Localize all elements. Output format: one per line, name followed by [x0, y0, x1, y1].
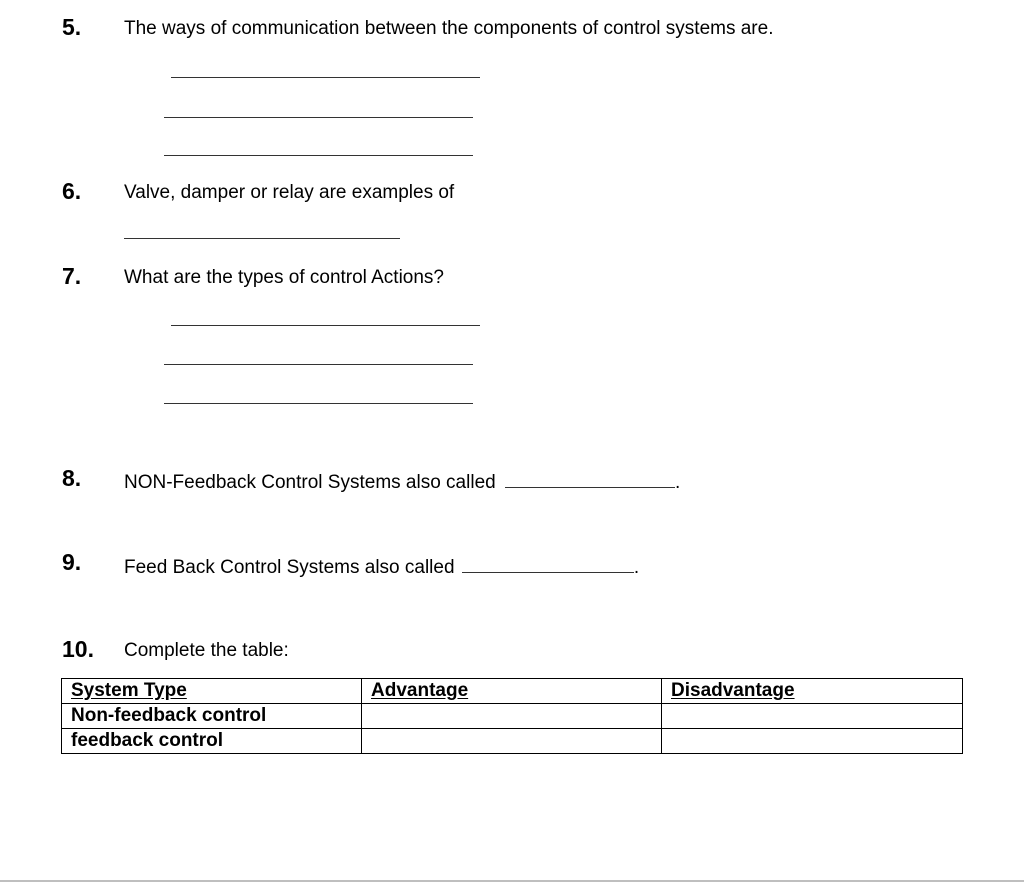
- comparison-table: [61, 678, 963, 754]
- answer-blank-5c[interactable]: [164, 155, 473, 156]
- header-system-type: System Type: [71, 680, 187, 701]
- page-bottom-divider: [0, 880, 1024, 882]
- header-advantage: Advantage: [371, 680, 469, 701]
- table-header-cell: [362, 679, 662, 704]
- table-header-cell: [662, 679, 963, 704]
- question-6-text: Valve, damper or relay are examples of: [124, 182, 455, 203]
- table-header-row: [62, 679, 963, 704]
- question-5-number: 5.: [62, 14, 82, 40]
- question-8-period: .: [674, 472, 681, 493]
- question-8-number: 8.: [62, 465, 82, 491]
- disadvantage-cell-feedback[interactable]: [662, 729, 963, 754]
- answer-blank-5a[interactable]: [171, 77, 480, 78]
- question-6-number: 6.: [62, 178, 82, 204]
- answer-blank-6[interactable]: [124, 238, 400, 239]
- question-7-number: 7.: [62, 263, 82, 289]
- question-10-number: 10.: [62, 636, 94, 662]
- question-9-text: Feed Back Control Systems also called: [124, 557, 455, 578]
- disadvantage-cell-non-feedback[interactable]: [662, 704, 963, 729]
- answer-blank-7b[interactable]: [164, 364, 473, 365]
- answer-blank-9[interactable]: [462, 556, 634, 573]
- answer-blank-5b[interactable]: [164, 117, 473, 118]
- answer-blank-7a[interactable]: [171, 325, 480, 326]
- advantage-cell-feedback[interactable]: [362, 729, 662, 754]
- table-row: [62, 704, 963, 729]
- advantage-cell-non-feedback[interactable]: [362, 704, 662, 729]
- question-8-line: [124, 471, 680, 492]
- question-5-text: The ways of communication between the components of control systems are.: [124, 18, 774, 39]
- answer-blank-7c[interactable]: [164, 403, 473, 404]
- question-9-number: 9.: [62, 549, 82, 575]
- question-10-text: Complete the table:: [124, 640, 289, 661]
- answer-blank-8[interactable]: [505, 471, 675, 488]
- question-8-text: NON-Feedback Control Systems also called: [124, 472, 496, 493]
- row-label-feedback: feedback control: [62, 729, 362, 754]
- header-disadvantage: Disadvantage: [671, 680, 795, 701]
- question-9-period: .: [633, 557, 640, 578]
- table-header-cell: [62, 679, 362, 704]
- row-label-non-feedback: Non-feedback control: [62, 704, 362, 729]
- question-9-line: [124, 556, 639, 577]
- table-row: [62, 729, 963, 754]
- question-7-text: What are the types of control Actions?: [124, 267, 445, 288]
